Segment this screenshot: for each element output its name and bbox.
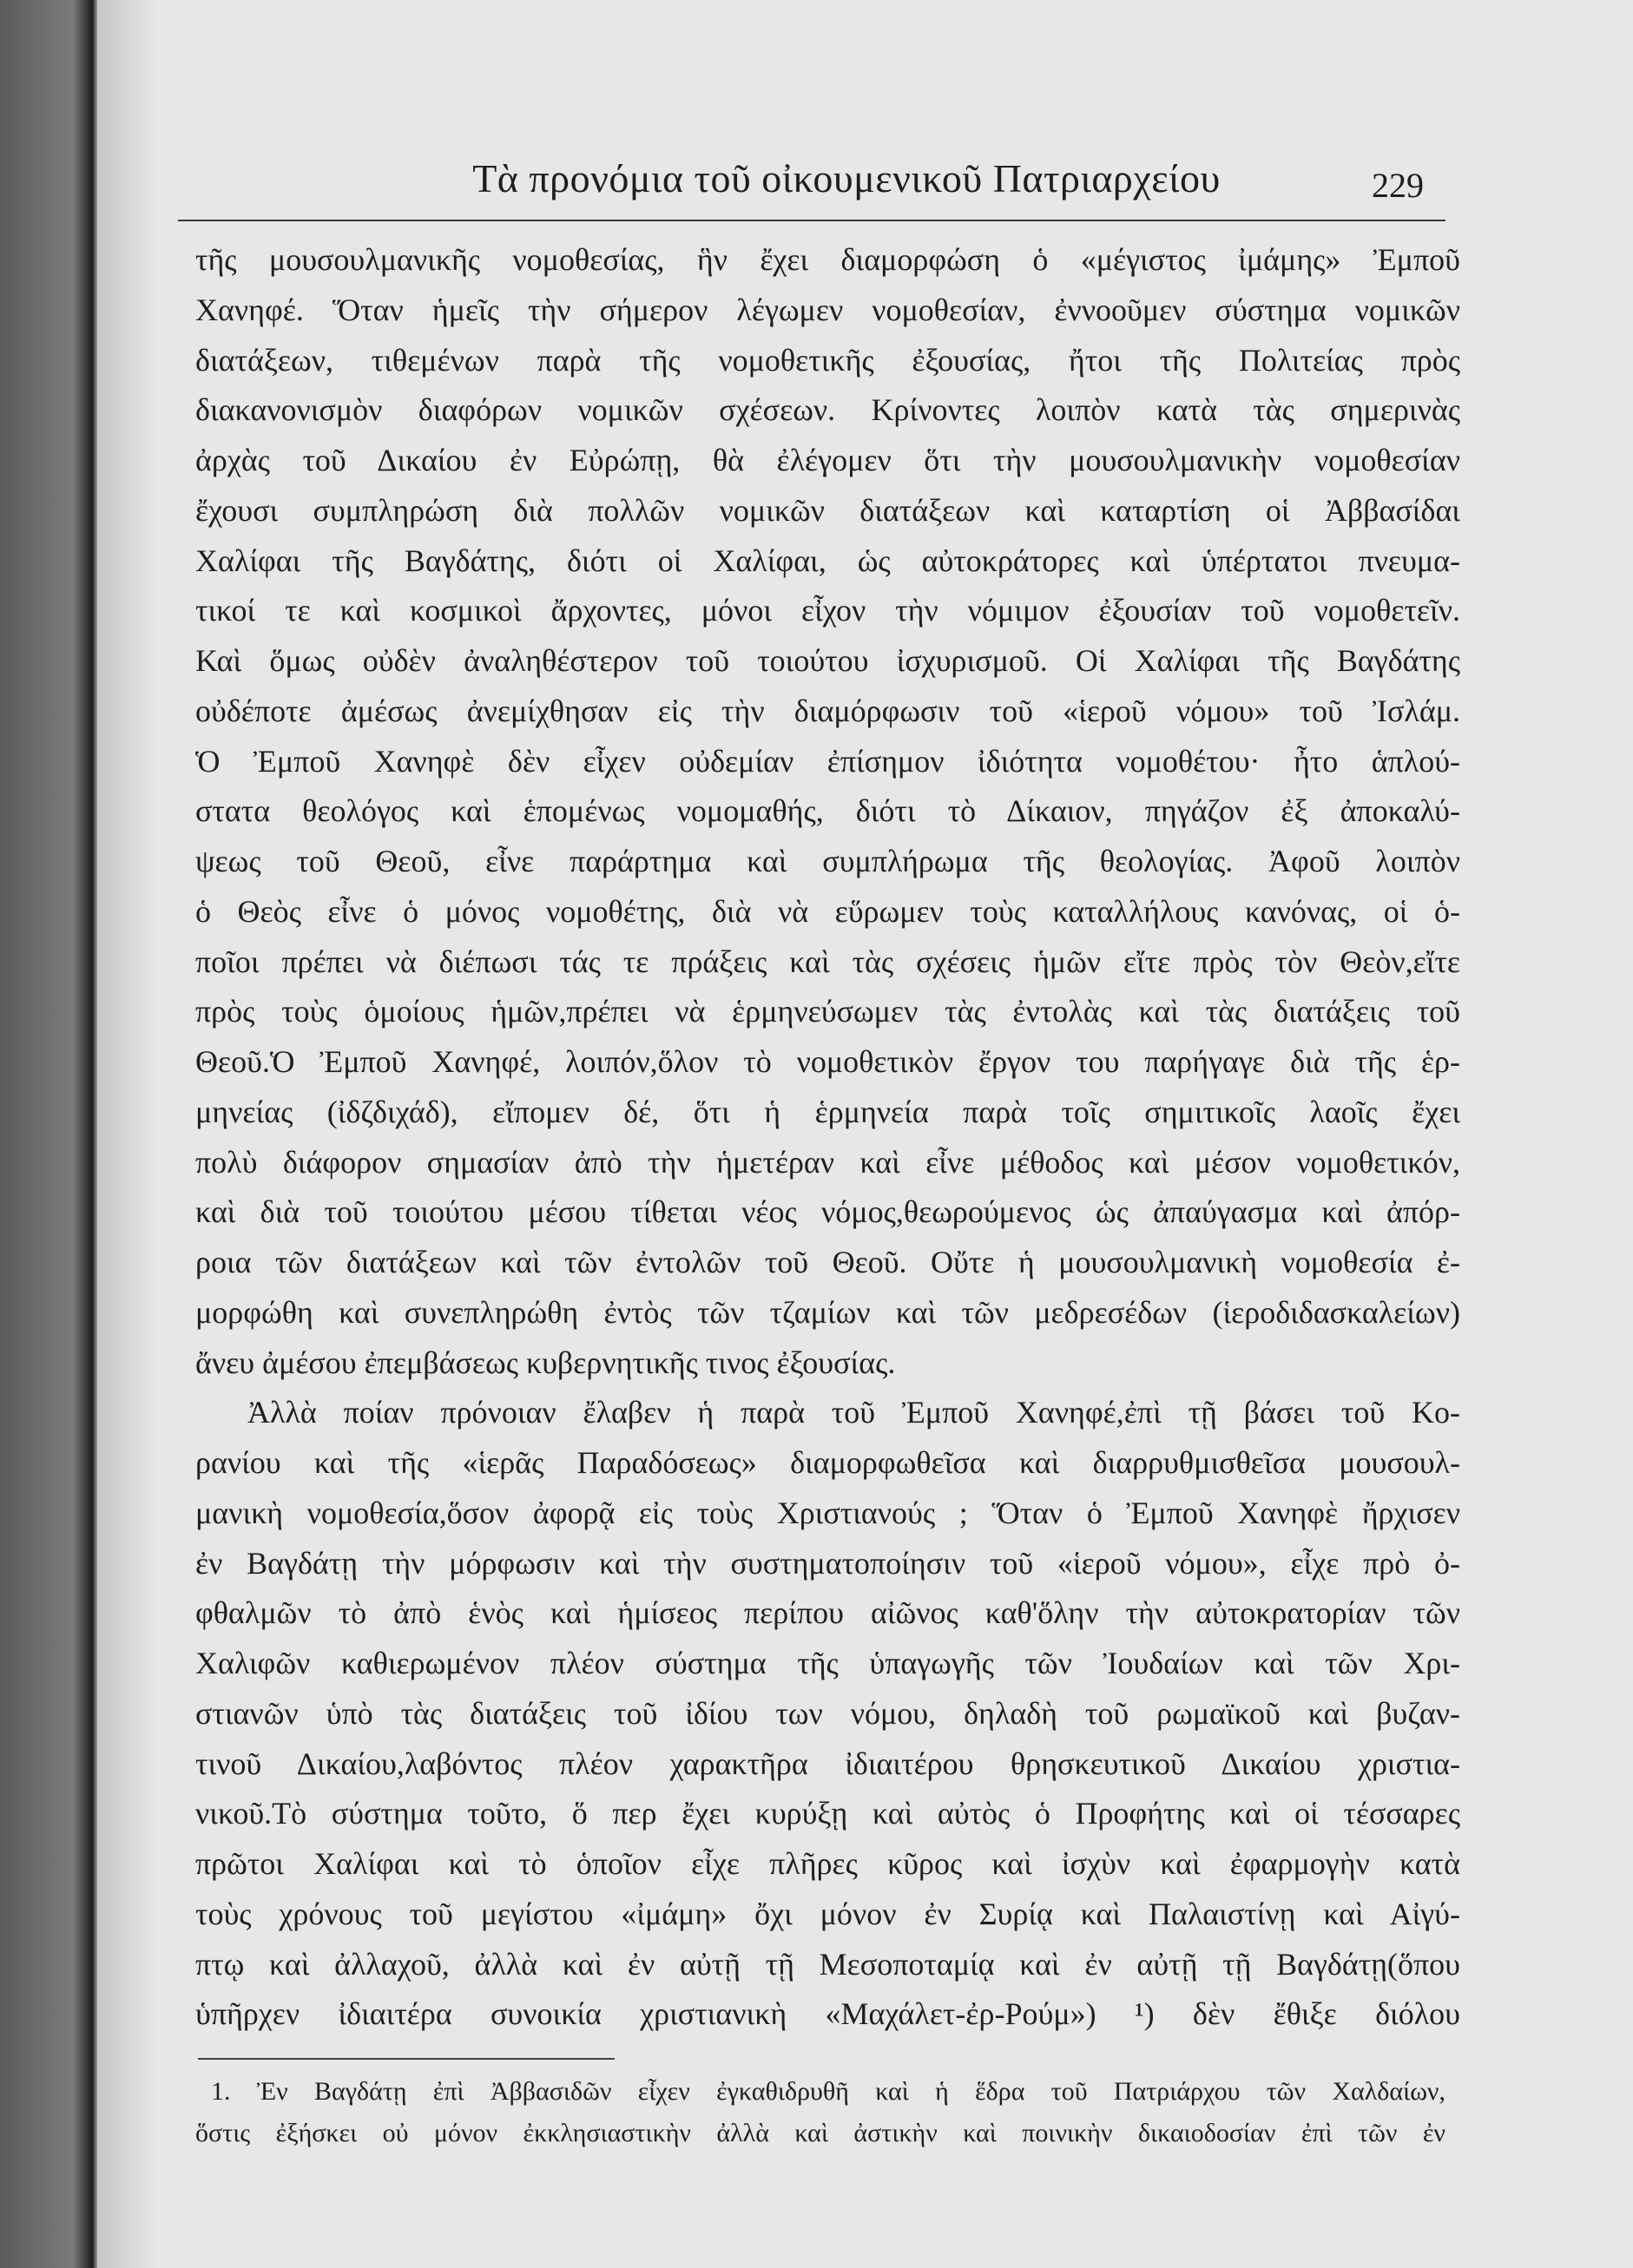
body-line: πτῳ καὶ ἀλλαχοῦ, ἀλλὰ καὶ ἐν αὐτῇ τῇ Μεσοποταμίᾳ καὶ ἐν αὐτῇ τῇ Βαγδάτῃ(ὅπου [195,1946,1460,1982]
footnotes [195,2071,1445,2154]
body-line: νικοῦ.Τὸ σύστημα τοῦτο, ὅ περ ἔχει κυρύξῃ καὶ αὐτὸς ὁ Προφήτης καὶ οἱ τέσσαρες [195,1796,1460,1831]
body-line: φθαλμῶν τὸ ἀπὸ ἑνὸς καὶ ἡμίσεος περίπου αἰῶνος καθ'ὅλην τὴν αὐτοκρατορίαν τῶν [195,1595,1460,1631]
body-line: ἔχουσι συμπληρώση διὰ πολλῶν νομικῶν διατάξεων καὶ καταρτίση οἱ Ἀββασίδαι [195,492,1460,528]
body-line: διακανονισμὸν διαφόρων νομικῶν σχέσεων. Κρίνοντες λοιπὸν κατὰ τὰς σημερινὰς [195,392,1460,428]
page-number: 229 [1372,166,1424,205]
book-gutter [0,0,97,2268]
body-line: μορφώθη καὶ συνεπληρώθη ἐντὸς τῶν τζαμίων καὶ τῶν μεδρεσέδων (ἱεροδιδασκαλείων) [195,1294,1460,1330]
footnote-line: 1. Ἐν Βαγδάτῃ ἐπὶ Ἀββασιδῶν εἶχεν ἐγκαθιδρυθῆ καὶ ἡ ἕδρα τοῦ Πατριάρχου τῶν Χαλδαίων, [211,2077,1445,2106]
header-rule [178,220,1445,221]
body-line: πρῶτοι Χαλίφαι καὶ τὸ ὁποῖον εἶχε πλῆρες κῦρος καὶ ἰσχὺν καὶ ἐφαρμογὴν κατὰ [195,1846,1460,1881]
body-line: ροια τῶν διατάξεων καὶ τῶν ἐντολῶν τοῦ Θεοῦ. Οὔτε ἡ μουσουλμανικὴ νομοθεσία ἐ- [195,1245,1460,1279]
body-line: Χαλίφαι τῆς Βαγδάτης, διότι οἱ Χαλίφαι, ὡς αὐτοκράτορες καὶ ὑπέρτατοι πνευμα- [195,542,1460,578]
body-line: ψεως τοῦ Θεοῦ, εἶνε παράρτημα καὶ συμπλήρωμα τῆς θεολογίας. Ἀφοῦ λοιπὸν [195,844,1460,878]
body-line: μηνείας (ἰδζδιχάδ), εἴπομεν δέ, ὅτι ἡ ἑρμηνεία παρὰ τοῖς σημιτικοῖς λαοῖς ἔχει [195,1094,1460,1129]
running-head: Τὰ προνόμια τοῦ οἰκουμενικοῦ Πατριαρχείου [472,156,1221,201]
body-line: Καὶ ὅμως οὐδὲν ἀναληθέστερον τοῦ τοιούτου ἰσχυρισμοῦ. Οἱ Χαλίφαι τῆς Βαγδάτης [195,643,1460,678]
body-line: Χαλιφῶν καθιερωμένον πλέον σύστημα τῆς ὑπαγωγῆς τῶν Ἰουδαίων καὶ τῶν Χρι- [195,1646,1460,1680]
footnote-rule [198,2058,615,2060]
body-line: τῆς μουσουλμανικῆς νομοθεσίας, ἣν ἔχει διαμορφώση ὁ «μέγιστος ἰμάμης» Ἐμποῦ [195,242,1460,277]
body-line: ὁ Θεὸς εἶνε ὁ μόνος νομοθέτης, διὰ νὰ εὕρωμεν τοὺς καταλλήλους κανόνας, οἱ ὁ- [195,893,1460,929]
body-line: Θεοῦ.Ὁ Ἐμποῦ Χανηφέ, λοιπόν,ὅλον τὸ νομοθετικὸν ἔργον του παρήγαγε διὰ τῆς ἑρ- [195,1044,1460,1079]
body-line: Χανηφέ. Ὅταν ἡμεῖς τὴν σήμερον λέγωμεν νομοθεσίαν, ἐννοοῦμεν σύστημα νομικῶν [195,292,1460,327]
body-line: πρὸς τοὺς ὁμοίους ἡμῶν,πρέπει νὰ ἑρμηνεύσωμεν τὰς ἐντολὰς καὶ τὰς διατάξεις τοῦ [195,994,1460,1029]
body-line: Ὁ Ἐμποῦ Χανηφὲ δὲν εἶχεν οὐδεμίαν ἐπίσημον ἰδιότητα νομοθέτου· ἦτο ἁπλού- [195,743,1460,779]
body-line: ἐν Βαγδάτῃ τὴν μόρφωσιν καὶ τὴν συστηματοποίησιν τοῦ «ἱεροῦ νόμου», εἶχε πρὸ ὀ- [195,1545,1460,1581]
body-line: ρανίου καὶ τῆς «ἱερᾶς Παραδόσεως» διαμορφωθεῖσα καὶ διαρρυθμισθεῖσα μουσουλ- [195,1445,1460,1480]
gutter-shadow [97,0,158,2268]
body-line: τικοί τε καὶ κοσμικοὶ ἄρχοντες, μόνοι εἶχον τὴν νόμιμον ἐξουσίαν τοῦ νομοθετεῖν. [195,593,1460,628]
body-line: τινοῦ Δικαίου,λαβόντος πλέον χαρακτῆρα ἰδιαιτέρου θρησκευτικοῦ Δικαίου χριστια- [195,1745,1460,1781]
footnote-line: ὅστις ἐξήσκει οὐ μόνον ἐκκλησιαστικὴν ἀλλὰ καὶ ἀστικὴν καὶ ποινικὴν δικαιοδοσίαν ἐπὶ τῶν ἐν [195,2119,1445,2147]
body-line: ποῖοι πρέπει νὰ διέπωσι τάς τε πράξεις καὶ τὰς σχέσεις ἡμῶν εἴτε πρὸς τὸν Θεὸν,εἴτε [195,943,1460,979]
body-line: τοὺς χρόνους τοῦ μεγίστου «ἰμάμη» ὄχι μόνον ἐν Συρίᾳ καὶ Παλαιστίνῃ καὶ Αἰγύ- [195,1896,1460,1931]
body-line-paragraph-end: ἄνευ ἀμέσου ἐπεμβάσεως κυβερνητικῆς τινος ἐξουσίας. [195,1344,896,1380]
body-line: καὶ διὰ τοῦ τοιούτου μέσου τίθεται νέος νόμος,θεωρούμενος ὡς ἀπαύγασμα καὶ ἀπόρ- [195,1194,1460,1230]
body-line: διατάξεων, τιθεμένων παρὰ τῆς νομοθετικῆς ἐξουσίας, ἤτοι τῆς Πολιτείας πρὸς [195,342,1460,378]
body-line: πολὺ διάφορον σημασίαν ἀπὸ τὴν ἡμετέραν καὶ εἶνε μέθοδος καὶ μέσον νομοθετικόν, [195,1144,1460,1180]
body-text [195,235,1460,2040]
body-line: στιανῶν ὑπὸ τὰς διατάξεις τοῦ ἰδίου των νόμου, δηλαδὴ τοῦ ρωμαϊκοῦ καὶ βυζαν- [195,1695,1460,1731]
body-line: ἀρχὰς τοῦ Δικαίου ἐν Εὐρώπῃ, θὰ ἐλέγομεν ὅτι τὴν μουσουλμανικὴν νομοθεσίαν [195,443,1460,477]
body-line: στατα θεολόγος καὶ ἑπομένως νομομαθής, διότι τὸ Δίκαιον, πηγάζον ἐξ ἀποκαλύ- [195,793,1460,829]
body-line: ὑπῆρχεν ἰδιαιτέρα συνοικία χριστιανικὴ «Μαχάλετ-ἐρ-Ρούμ») ¹) δὲν ἔθιξε διόλου [195,1996,1460,2032]
body-line: μανικὴ νομοθεσία,ὅσον ἀφορᾷ εἰς τοὺς Χριστιανούς ; Ὅταν ὁ Ἐμποῦ Χανηφὲ ἤρχισεν [195,1495,1460,1530]
body-line: οὐδέποτε ἀμέσως ἀνεμίχθησαν εἰς τὴν διαμόρφωσιν τοῦ «ἱεροῦ νόμου» τοῦ Ἰσλάμ. [195,693,1460,728]
body-line-paragraph-start: Ἀλλὰ ποίαν πρόνοιαν ἔλαβεν ἡ παρὰ τοῦ Ἐμποῦ Χανηφέ,ἐπὶ τῇ βάσει τοῦ Κο- [247,1395,1460,1430]
